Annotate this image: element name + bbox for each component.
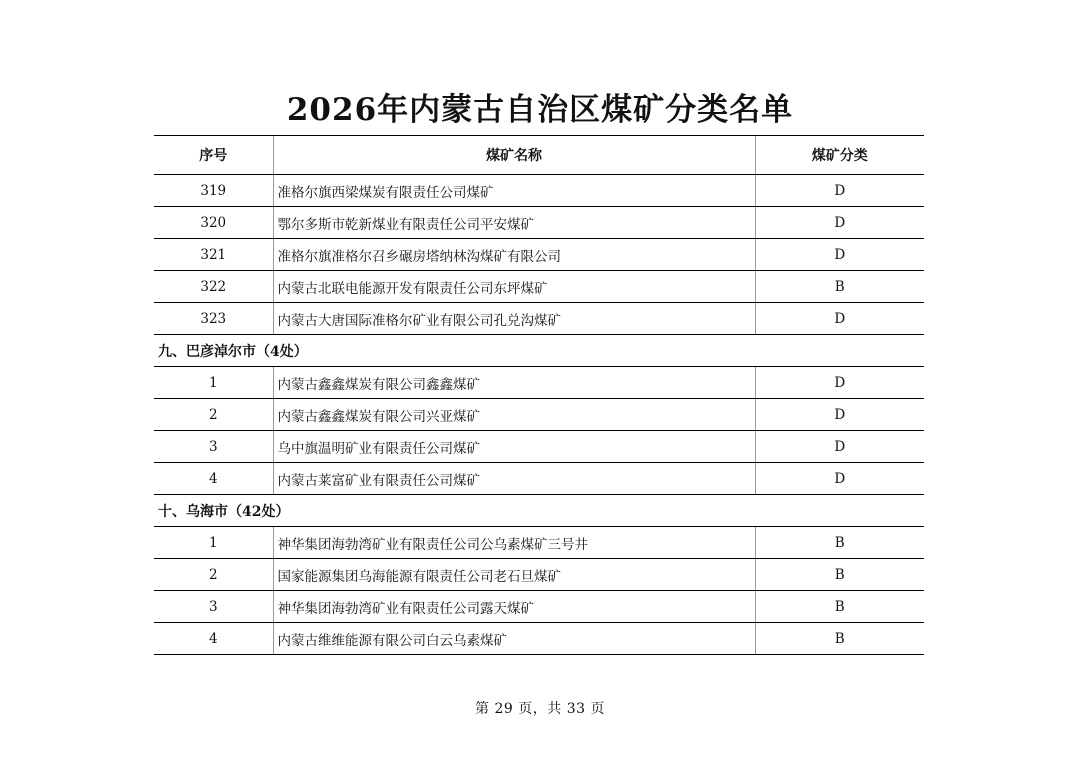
cell-classification: B bbox=[755, 271, 924, 303]
cell-classification: B bbox=[755, 591, 924, 623]
cell-mine-name: 神华集团海勃湾矿业有限责任公司公乌素煤矿三号井 bbox=[273, 527, 755, 559]
cell-no: 322 bbox=[154, 271, 273, 303]
table-row bbox=[154, 559, 924, 591]
cell-mine-name: 准格尔旗准格尔召乡碾房塔纳林沟煤矿有限公司 bbox=[273, 239, 755, 271]
header-row bbox=[154, 136, 924, 175]
table-row bbox=[154, 303, 924, 335]
table-row bbox=[154, 399, 924, 431]
cell-mine-name: 内蒙古维维能源有限公司白云乌素煤矿 bbox=[273, 623, 755, 655]
cell-mine-name: 内蒙古鑫鑫煤炭有限公司兴亚煤矿 bbox=[273, 399, 755, 431]
coal-mine-table bbox=[154, 135, 924, 655]
cell-mine-name: 内蒙古北联电能源开发有限责任公司东坪煤矿 bbox=[273, 271, 755, 303]
table-row bbox=[154, 271, 924, 303]
cell-mine-name: 内蒙古大唐国际准格尔矿业有限公司孔兑沟煤矿 bbox=[273, 303, 755, 335]
cell-mine-name: 神华集团海勃湾矿业有限责任公司露天煤矿 bbox=[273, 591, 755, 623]
cell-classification: B bbox=[755, 559, 924, 591]
cell-no: 3 bbox=[154, 591, 273, 623]
table-row bbox=[154, 591, 924, 623]
cell-no: 1 bbox=[154, 527, 273, 559]
table-row bbox=[154, 623, 924, 655]
header-name: 煤矿名称 bbox=[273, 136, 755, 175]
header-classification: 煤矿分类 bbox=[755, 136, 924, 175]
cell-no: 319 bbox=[154, 175, 273, 207]
header-no: 序号 bbox=[154, 136, 273, 175]
cell-mine-name: 鄂尔多斯市乾新煤业有限责任公司平安煤矿 bbox=[273, 207, 755, 239]
cell-mine-name: 国家能源集团乌海能源有限责任公司老石旦煤矿 bbox=[273, 559, 755, 591]
cell-no: 320 bbox=[154, 207, 273, 239]
cell-classification: D bbox=[755, 463, 924, 495]
region-section-row bbox=[154, 335, 924, 367]
cell-no: 2 bbox=[154, 399, 273, 431]
cell-no: 2 bbox=[154, 559, 273, 591]
table-row bbox=[154, 239, 924, 271]
region-section-label: 十、乌海市（42处） bbox=[154, 495, 924, 527]
cell-classification: D bbox=[755, 303, 924, 335]
document-title: 2026年内蒙古自治区煤矿分类名单 bbox=[286, 92, 794, 128]
cell-mine-name: 内蒙古鑫鑫煤炭有限公司鑫鑫煤矿 bbox=[273, 367, 755, 399]
cell-classification: D bbox=[755, 175, 924, 207]
cell-classification: B bbox=[755, 527, 924, 559]
cell-classification: D bbox=[755, 399, 924, 431]
page-number-footer: 第 29 页，共 33 页 bbox=[475, 701, 605, 717]
table-row bbox=[154, 527, 924, 559]
cell-mine-name: 内蒙古莱富矿业有限责任公司煤矿 bbox=[273, 463, 755, 495]
cell-no: 321 bbox=[154, 239, 273, 271]
cell-no: 3 bbox=[154, 431, 273, 463]
region-section-label: 九、巴彦淖尔市（4处） bbox=[154, 335, 924, 367]
table-row bbox=[154, 431, 924, 463]
cell-mine-name: 乌中旗温明矿业有限责任公司煤矿 bbox=[273, 431, 755, 463]
cell-classification: D bbox=[755, 431, 924, 463]
table-header bbox=[154, 136, 924, 175]
table-row bbox=[154, 207, 924, 239]
cell-no: 1 bbox=[154, 367, 273, 399]
table-row bbox=[154, 463, 924, 495]
table-body bbox=[154, 175, 924, 655]
cell-no: 4 bbox=[154, 463, 273, 495]
cell-classification: B bbox=[755, 623, 924, 655]
cell-classification: D bbox=[755, 207, 924, 239]
table-row bbox=[154, 367, 924, 399]
region-section-row bbox=[154, 495, 924, 527]
cell-classification: D bbox=[755, 367, 924, 399]
table-row bbox=[154, 175, 924, 207]
cell-no: 323 bbox=[154, 303, 273, 335]
cell-mine-name: 准格尔旗西梁煤炭有限责任公司煤矿 bbox=[273, 175, 755, 207]
cell-no: 4 bbox=[154, 623, 273, 655]
cell-classification: D bbox=[755, 239, 924, 271]
